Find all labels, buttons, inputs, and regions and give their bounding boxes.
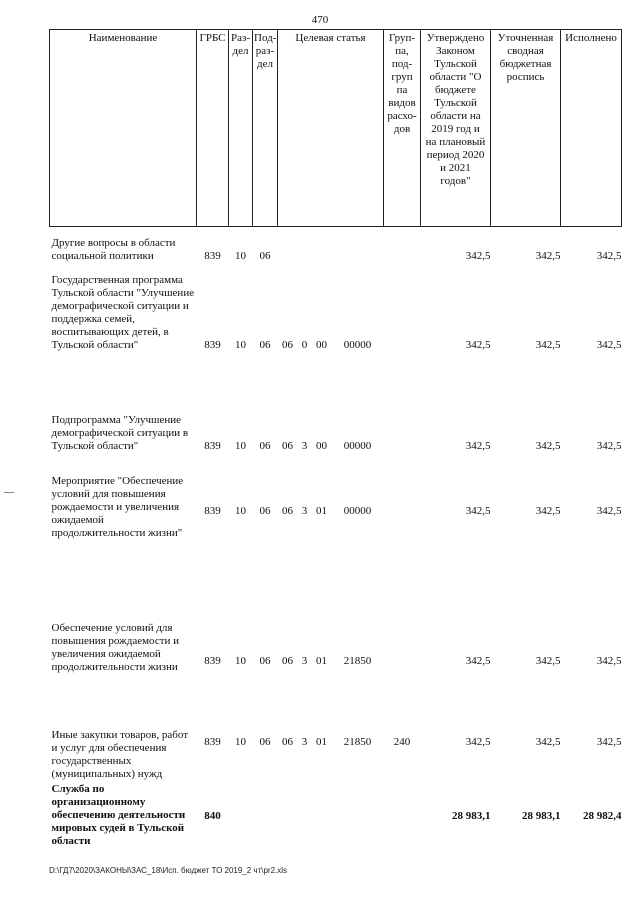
row-executed: 342,5 — [596, 654, 622, 667]
col-header-razdel: Раз- дел — [229, 30, 253, 227]
row-target-3 — [312, 781, 332, 859]
row-razdel: 10 — [235, 249, 246, 262]
row-name: Мероприятие "Обеспечение условий для повышения рождаемости и увеличения ожидаемой продолжительности жизни" — [51, 474, 184, 539]
row-grbs: 839 — [204, 505, 221, 517]
row-approved: 342,5 — [465, 338, 491, 351]
row-name: Другие вопросы в области социальной политики — [51, 236, 176, 262]
row-podrazdel: 06 — [259, 735, 271, 748]
row-target-1: 06 — [282, 439, 293, 452]
row-razdel — [229, 781, 253, 859]
row-podrazdel: 06 — [259, 505, 271, 517]
row-refined: 342,5 — [535, 505, 561, 517]
table-header-row — [50, 30, 622, 227]
table-row — [50, 352, 622, 453]
row-executed: 342,5 — [596, 735, 622, 748]
row-executed: 342,5 — [596, 505, 622, 517]
row-group — [384, 352, 421, 453]
col-header-group: Груп- па, под- груп па видов расхо- дов — [384, 30, 421, 227]
row-target-3 — [312, 227, 332, 263]
row-approved: 28 983,1 — [452, 810, 491, 822]
row-target-4: 00000 — [343, 439, 372, 452]
row-target-2: 0 — [301, 338, 308, 351]
row-refined: 342,5 — [535, 735, 561, 748]
row-target-3: 01 — [316, 654, 327, 667]
row-refined: 342,5 — [535, 439, 561, 452]
scan-margin-mark — [4, 492, 14, 493]
row-group — [384, 263, 421, 352]
row-group — [384, 227, 421, 263]
row-executed: 342,5 — [596, 249, 622, 262]
row-target-2 — [298, 781, 312, 859]
row-name: Государственная программа Тульской области "Улучшение демографической ситуации и поддержка семей, воспитывающих детей, в Тульской области" — [51, 273, 195, 351]
row-refined: 28 983,1 — [522, 810, 561, 822]
row-target-4: 00000 — [343, 505, 372, 517]
row-podrazdel: 06 — [259, 338, 271, 351]
row-refined: 342,5 — [535, 249, 561, 262]
table-row — [50, 227, 622, 263]
col-header-podrazdel: Под- раз- дел — [253, 30, 278, 227]
row-target-1: 06 — [282, 505, 293, 517]
row-target-2 — [298, 227, 312, 263]
table-row — [50, 571, 622, 674]
row-target-3: 00 — [316, 338, 327, 351]
row-target-1 — [278, 227, 298, 263]
row-target-2: 3 — [301, 654, 308, 667]
col-header-name: Наименование — [50, 30, 197, 227]
row-podrazdel: 06 — [259, 249, 271, 262]
row-name: Подпрограмма "Улучшение демографической ситуации в Тульской области" — [51, 413, 189, 452]
row-group — [384, 453, 421, 571]
row-approved: 342,5 — [465, 654, 491, 667]
row-name: Обеспечение условий для повышения рождаемости и увеличения ожидаемой продолжительности жизни — [51, 621, 180, 673]
row-target-3: 01 — [316, 505, 327, 517]
row-target-4: 21850 — [343, 654, 372, 667]
row-approved: 342,5 — [465, 439, 491, 452]
row-target-4: 00000 — [343, 338, 372, 351]
table-row — [50, 263, 622, 352]
row-razdel: 10 — [235, 338, 246, 351]
row-target-4 — [332, 781, 384, 859]
col-header-approved: Утверждено Законом Тульской области "О бюджете Тульской области на 2019 год и на плановый период 2020 и 2021 годов" — [421, 30, 491, 227]
row-group — [384, 571, 421, 674]
row-group — [384, 781, 421, 859]
row-razdel: 10 — [235, 654, 246, 667]
row-razdel: 10 — [235, 735, 246, 748]
row-executed: 342,5 — [596, 439, 622, 452]
row-executed: 28 982,4 — [583, 810, 622, 822]
row-refined: 342,5 — [535, 338, 561, 351]
col-header-target: Целевая статья — [278, 30, 384, 227]
row-grbs: 839 — [204, 735, 221, 748]
row-target-1: 06 — [282, 338, 293, 351]
row-name: Иные закупки товаров, работ и услуг для обеспечения государственных (муниципальных) нужд — [51, 728, 189, 780]
row-grbs: 839 — [204, 338, 221, 351]
row-razdel: 10 — [235, 505, 246, 517]
col-header-grbs: ГРБС — [197, 30, 229, 227]
row-approved: 342,5 — [465, 505, 491, 517]
table-row — [50, 674, 622, 781]
col-header-refined: Уточненная сводная бюджетная роспись — [491, 30, 561, 227]
page-number: 470 — [311, 14, 329, 26]
row-grbs: 839 — [204, 654, 221, 667]
row-approved: 342,5 — [465, 735, 491, 748]
row-target-2: 3 — [301, 439, 308, 452]
row-podrazdel — [253, 781, 278, 859]
row-target-3: 00 — [316, 439, 327, 452]
row-grbs: 839 — [204, 249, 221, 262]
row-razdel: 10 — [235, 439, 246, 452]
col-header-executed: Исполнено — [561, 30, 622, 227]
row-grbs: 840 — [204, 810, 221, 822]
row-refined: 342,5 — [535, 654, 561, 667]
row-target-1 — [278, 781, 298, 859]
row-podrazdel: 06 — [259, 654, 271, 667]
row-executed: 342,5 — [596, 338, 622, 351]
row-target-2: 3 — [301, 505, 308, 517]
row-target-3: 01 — [316, 735, 327, 748]
row-target-4 — [332, 227, 384, 263]
row-target-4: 21850 — [343, 735, 372, 748]
row-target-2: 3 — [301, 735, 308, 748]
footer-file-path: D:\ГД7\2020\ЗАКОНЫ\ЗАС_18\Исп. бюджет ТО 2019_2 чт\pr2.xls — [49, 866, 288, 875]
row-grbs: 839 — [204, 439, 221, 452]
row-group: 240 — [393, 735, 411, 748]
table-row — [50, 453, 622, 571]
table-row — [50, 781, 622, 859]
row-target-1: 06 — [282, 654, 293, 667]
budget-table — [49, 29, 622, 859]
row-approved: 342,5 — [465, 249, 491, 262]
row-name: Служба по организационному обеспечению деятельности мировых судей в Тульской области — [51, 782, 186, 847]
row-target-1: 06 — [282, 735, 293, 748]
row-podrazdel: 06 — [259, 439, 271, 452]
